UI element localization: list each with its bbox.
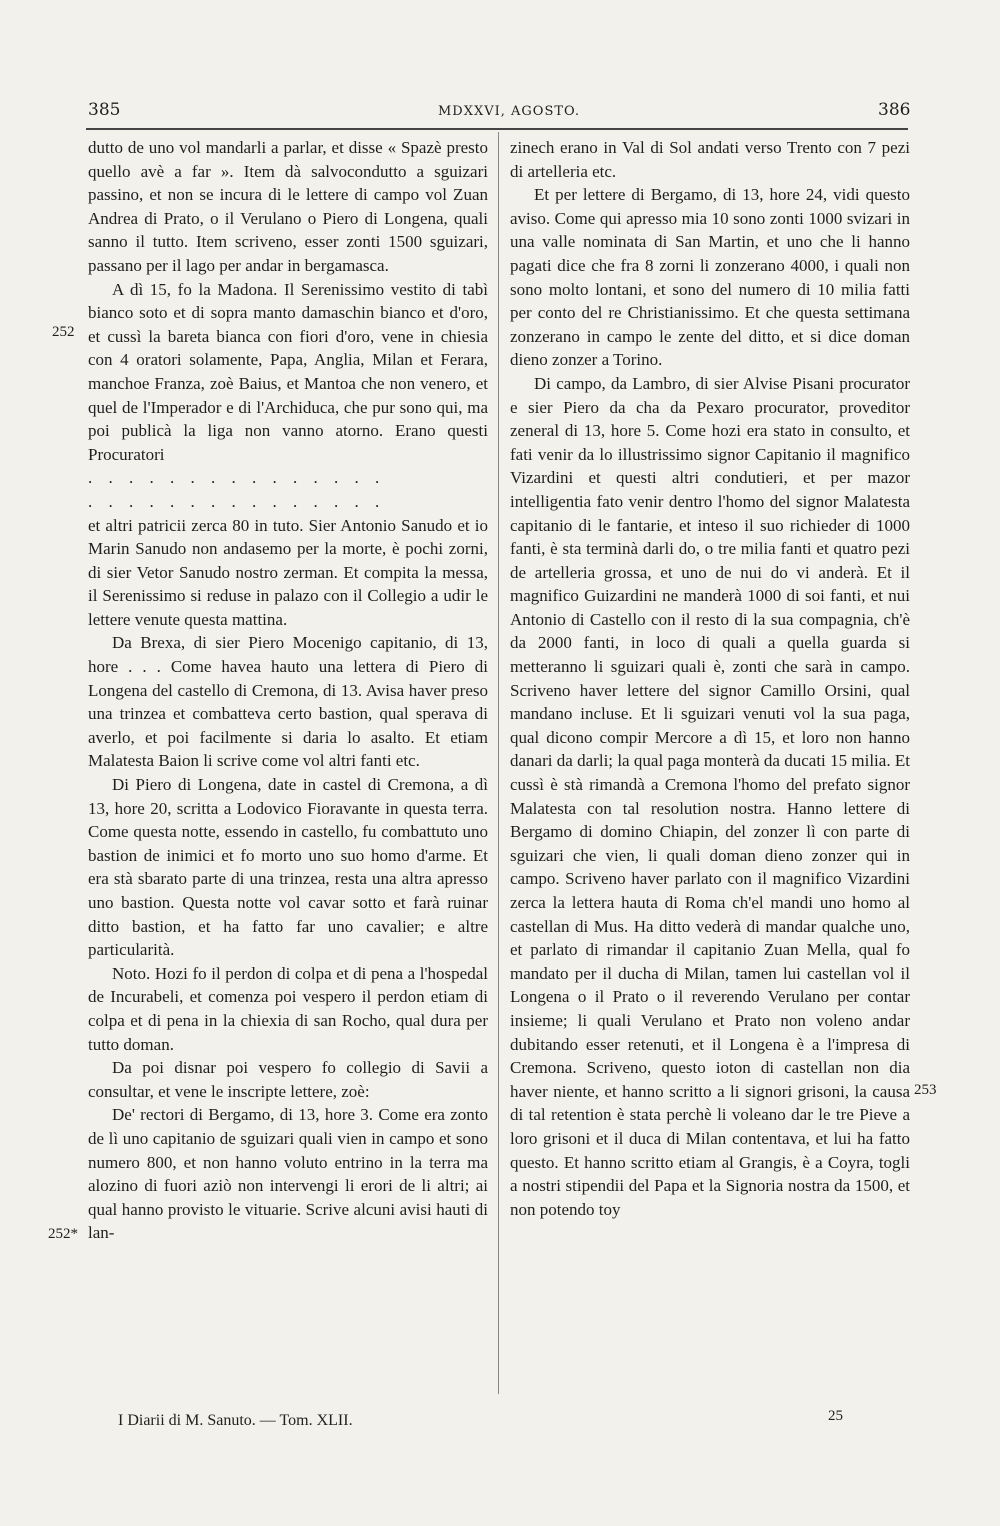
right-column [510,136,910,1396]
paragraph: Et per lettere di Bergamo, di 13, hore 24, vidi questo aviso. Come qui apresso mia 10 sono zonti 1000 svizari in una valle nominata di San Martin, et uno che li hanno pagati dice che fra 8 zorni li zonzerano 4000, i quali non sono molto lontani, et sono del numero di 10 milia fatti per conto del re Christianissimo. Et che questa settimana zonzerano in campo le zente del ditto, et si dice doman dieno zonzer a Torino. [510,185,910,370]
right-page-number: 386 [878,100,911,120]
column-divider [498,132,499,1394]
signature-mark: 25 [828,1408,843,1424]
header-rule [86,128,908,130]
paragraph: De' rectori di Bergamo, di 13, hore 3. Come era zonto de lì uno capitanio de sguizari quali vien in campo et sono numero 800, et non hanno voluto entrino in la terra ma alozino di fuori aziò non intervengi li erori de li altri; ai qual hanno provisto le vituarie. Scrive alcuni avisi hauti di lan- [88,1105,488,1243]
paragraph: Da Brexa, di sier Piero Mocenigo capitanio, di 13, hore . . . Come havea hauto una lettera di Piero di Longena del castello di Cremona, di 13. Avisa haver preso una trinzea et combatteva certo bastion, qual sperava di averlo, et poi facilmente si daria lo asalto. Et etiam Malatesta Baion li scrive come vol altri fanti etc. [88,633,488,771]
left-page-number: 385 [88,100,121,120]
ellipsis-line: . . . . . . . . . . . . . . . [88,468,386,488]
paragraph: et altri patricii zerca 80 in tuto. Sier Antonio Sanudo et io Marin Sanudo non andasemo per la morte, è pochi zorni, di sier Vetor Sanudo nostro zerman. Et compita la messa, il Serenissimo si reduse in palazo con il Collegio a udir le lettere venute questa mattina. [88,515,488,629]
running-title: MDXXVI, AGOSTO. [438,104,581,119]
paragraph: Di campo, da Lambro, di sier Alvise Pisani procurator e sier Piero da cha da Pexaro procurator, proveditor zeneral di 13, hore 5. Come hozi era stato in consulto, et fati venir da lo illustrissimo signor Capitanio il magnifico Vizardini et questi altri condutieri, et per mazor intelligentia fato venir dentro l'homo del signor Malatesta capitanio di le fantarie, et inteso il suo richieder di 1000 fanti, è sta terminà darli do, o tre milia fanti et quatro pezi de artelleria grossa, et uno de nui do vi anderà. Et il magnifico Guizardini ne manderà 1000 di soi fanti, et nui Antonio di Castello con il resto di la sua compagnia, ch'è da 2000 fanti, in loco di quali a quella guarda si metteranno li sguizari quali è, zonti che sarà in campo. Scriveno haver lettere del signor Camillo Orsini, qual mandano incluse. Et li sguizari venuti vol la sua paga, qual dicono compir Mercore a dì 15, et loro non hanno danari da darli; la qual paga monterà da ducati 15 milia. Et cussì è stà rimandà a Cremona l'homo del prefato signor Malatesta con tal resolution nostra. Hanno lettere di Bergamo di domino Chiapin, del zonzer lì con parte di sguizari che vien, li quali doman dieno zonzer qui in campo. Scriveno haver parlato con il magnifico Vizardini zerca la lettera hauta di Roma ch'el mandi uno homo al castellan di Mus. Ha ditto vederà di mandar qualche uno, et parlato di rimandar il capitanio Zuan Mella, qual fo mandato per il ducha di Milan, tamen lui castellan vol il Longena o il Prato o il reverendo Verulano per contar insieme; li quali Verulano et Prato non voleno andar dubitando esser retenuti, et il Longena è a l'impresa di Cremona. Scriveno, questo ioton di castellan non dia haver niente, et hanno scritto a li signori grisoni, la causa di tal retention è stata perchè li voleano dar le tre Pieve a loro grisoni et il duca di Milan contentava, et lui ha fatto questo. Et hanno scritto etiam al Grangis, è a Coyra, togli a nostri stipendii del Papa et la Signoria nostra da 1500, et non potendo toy [510,373,910,1219]
paragraph: dutto de uno vol mandarli a parlar, et disse « Spazè presto quello avè a far ». Item dà salvocondutto a sguizari passino, et non se incura di le lettere di campo vol Zuan Andrea di Prato, o il Verulano o Piero di Longena, quali sanno il tutto. Item scriveno, esser zonti 1500 sguizari, passano per il lago per andar in bergamasca. [88,138,488,275]
paragraph: Da poi disnar poi vespero fo collegio di Savii a consultar, et vene le inscripte lettere, zoè: [88,1058,488,1101]
ellipsis-line: . . . . . . . . . . . . . . . [88,491,386,511]
paragraph: Noto. Hozi fo il perdon di colpa et di pena a l'hospedal de Incurabeli, et comenza poi vespero il perdon etiam di colpa et di pena in la chiexia di san Rocho, qual dura per tutto doman. [88,963,488,1054]
footer-citation: I Diarii di M. Sanuto. — Tom. XLII. [118,1412,353,1429]
margin-number: 252* [48,1226,78,1242]
margin-number: 252 [52,324,75,340]
paragraph: A dì 15, fo la Madona. Il Serenissimo vestito di tabì bianco soto et di sopra manto damaschin bianco et d'oro, et cussì la bareta bianca con fiori d'oro, vene in chiesia con 4 oratori solamente, Papa, Anglia, Milan et Ferara, manchoe Franza, zoè Baius, et Mantoa che non venero, et quel de l'Imperador e di l'Archiduca, che pur sono qui, ma poi publicà la liga non vanno atorno. Erano questi Procuratori [88,279,488,464]
margin-number: 253 [914,1082,937,1098]
paragraph: zinech erano in Val di Sol andati verso Trento con 7 pezi di artelleria etc. [510,138,910,181]
paragraph: Di Piero di Longena, date in castel di Cremona, a dì 13, hore 20, scritta a Lodovico Fioravante in questa terra. Come questa notte, essendo in castello, fu combattuto uno bastion de inimici et fo morto uno suo homo d'arme. Et era stà sbarato parte di una trinzea, resta una altra apresso uno bastion. Questa notte vol cavar sotto et farà ruinar ditto bastion, et ha fatto far uno cavalier; e altre particularità. [88,775,488,960]
left-column [88,136,488,1396]
